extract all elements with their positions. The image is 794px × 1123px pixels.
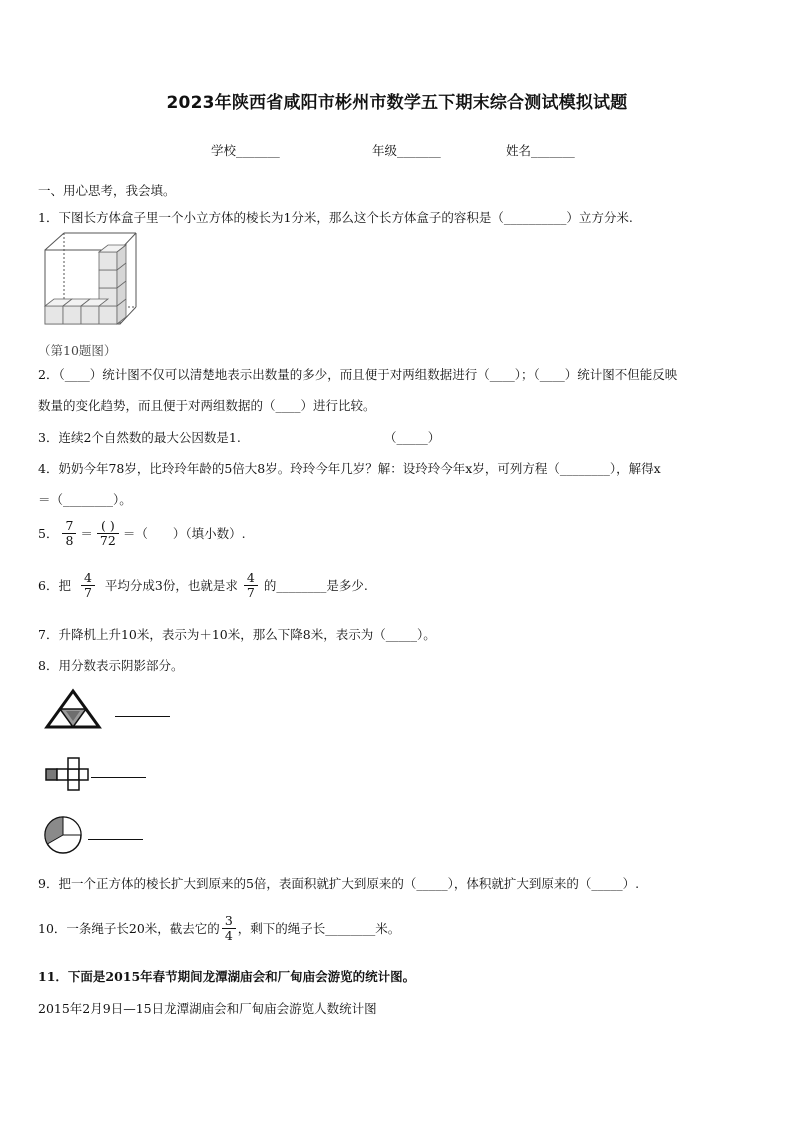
question-5 (38, 513, 246, 553)
fraction-3-4 (222, 914, 236, 941)
question-10-suffix: ，剩下的绳子长________米。 (237, 921, 401, 936)
shaded-cross-figure (44, 757, 90, 791)
question-6-middle: 平均分成3份，也就是求 (104, 578, 238, 593)
fraction-denominator: 7 (246, 584, 255, 600)
question-2-line-2: 数量的变化趋势，而且便于对两组数据的（____）进行比较。 (38, 398, 376, 413)
question-5-prefix: 5． (38, 526, 59, 541)
fraction-denominator: 4 (224, 927, 233, 943)
section-heading: 一、用心思考，我会填。 (38, 183, 176, 198)
fraction-4-7-second (244, 571, 258, 598)
fraction-denominator: 72 (99, 532, 116, 548)
fraction-numerator: 3 (222, 914, 236, 928)
question-6-suffix: 的________是多少. (263, 578, 368, 593)
question-9: 9．把一个正方体的棱长扩大到原来的5倍，表面积就扩大到原来的（_____），体积就扩大到原来的（_____）. (38, 876, 640, 891)
answer-line-3 (88, 839, 143, 840)
answer-line-1 (115, 716, 170, 717)
fraction-4-7 (81, 571, 95, 598)
fraction-denominator: 7 (83, 584, 92, 600)
shaded-triangle-figure (44, 688, 102, 730)
shaded-circle-figure (42, 814, 84, 856)
question-3: 3．连续2个自然数的最大公因数是1. (38, 430, 241, 445)
question-4-line-1: 4．奶奶今年78岁，比玲玲年龄的5倍大8岁。玲玲今年几岁？解：设玲玲今年x岁，可列方程（________），解得x (38, 461, 661, 476)
figure-caption: （第10题图） (38, 343, 117, 358)
question-5-rest: ＝（ ）（填小数）. (122, 526, 246, 541)
fraction-numerator: 7 (62, 519, 76, 533)
fraction-denominator: 8 (65, 532, 74, 548)
chart-title: 2015年2月9日—15日龙潭湖庙会和厂甸庙会游览人数统计图 (38, 1001, 377, 1016)
question-10 (38, 908, 400, 948)
fraction-numerator: ( ) (97, 519, 119, 533)
fraction-numerator: 4 (244, 571, 258, 585)
question-6-prefix: 6．把 (38, 578, 71, 593)
question-7: 7．升降机上升10米，表示为＋10米，那么下降8米，表示为（_____）。 (38, 627, 436, 642)
cuboid-box-figure (42, 230, 142, 330)
question-8: 8．用分数表示阴影部分。 (38, 658, 184, 673)
equals-sign: ＝ (80, 526, 93, 541)
fraction-blank-72 (97, 519, 119, 546)
fraction-numerator: 4 (81, 571, 95, 585)
question-6 (38, 565, 368, 605)
question-11: 11．下面是2015年春节期间龙潭湖庙会和厂甸庙会游览的统计图。 (38, 969, 416, 984)
question-2-line-1: 2．（____）统计图不仅可以清楚地表示出数量的多少，而且便于对两组数据进行（____）；（____）统计图不但能反映 (38, 367, 678, 382)
answer-line-2 (91, 777, 146, 778)
question-1: 1．下图长方体盒子里一个小立方体的棱长为1分米，那么这个长方体盒子的容积是（__________）立方分米. (38, 210, 633, 225)
school-field: 学校_______ (211, 143, 280, 158)
question-4-line-2: ＝（________）。 (38, 492, 132, 507)
name-field: 姓名_______ (506, 143, 575, 158)
question-10-prefix: 10．一条绳子长20米，截去它的 (38, 921, 220, 936)
page-title: 2023年陕西省咸阳市彬州市数学五下期末综合测试模拟试题 (166, 93, 628, 113)
grade-field: 年级_______ (372, 143, 441, 158)
fraction-7-8 (62, 519, 76, 546)
question-3-answer-blank: （_____） (384, 430, 441, 445)
